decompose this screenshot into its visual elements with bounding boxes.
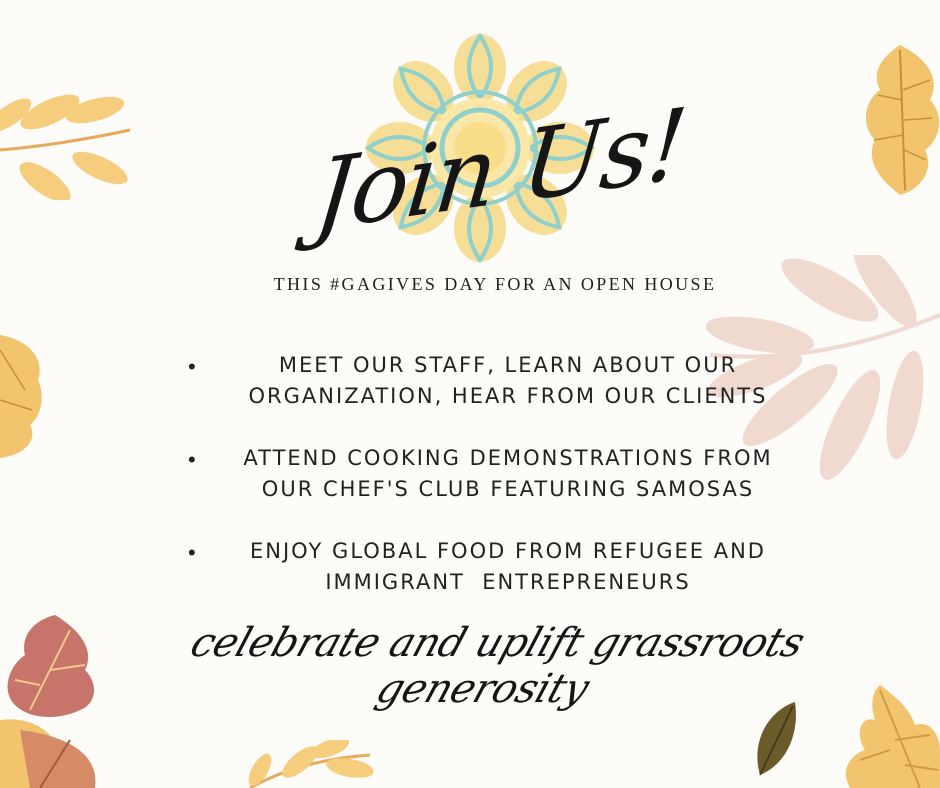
leaf-branch-top-left-decoration: [0, 90, 140, 200]
tagline: celebrate and uplift grassroots generosity: [184, 620, 810, 712]
list-item: [188, 443, 788, 536]
list-item-text: [218, 443, 798, 505]
olive-leaf-bottom-right-decoration: [750, 700, 800, 780]
list-item-text: [218, 350, 798, 412]
oak-leaf-top-right-decoration: [860, 40, 940, 200]
list-item-line: ENJOY GLOBAL FOOD FROM REFUGEE AND: [250, 539, 766, 563]
join-us-heading: Join Us!: [309, 86, 691, 254]
list-item-line: OUR CHEF'S CLUB FEATURING SAMOSAS: [261, 477, 755, 501]
oak-leaf-left-middle-decoration: [0, 330, 45, 460]
bullet-icon: •: [188, 354, 196, 379]
leaf-branch-bottom-center-decoration: [240, 740, 380, 788]
event-subtitle: THIS #GAGIVES DAY FOR AN OPEN HOUSE: [273, 274, 717, 294]
event-activity-list: [188, 350, 788, 629]
list-item-line: ORGANIZATION, HEAR FROM OUR CLIENTS: [248, 384, 768, 408]
bullet-icon: •: [188, 447, 196, 472]
list-item-line: ATTEND COOKING DEMONSTRATIONS FROM: [243, 446, 773, 470]
list-item: [188, 350, 788, 443]
list-item-line: IMMIGRANT ENTREPRENEURS: [325, 570, 691, 594]
list-item-text: [218, 536, 798, 598]
list-item: [188, 536, 788, 629]
bullet-icon: •: [188, 540, 196, 565]
list-item-line: MEET OUR STAFF, LEARN ABOUT OUR: [278, 353, 738, 377]
